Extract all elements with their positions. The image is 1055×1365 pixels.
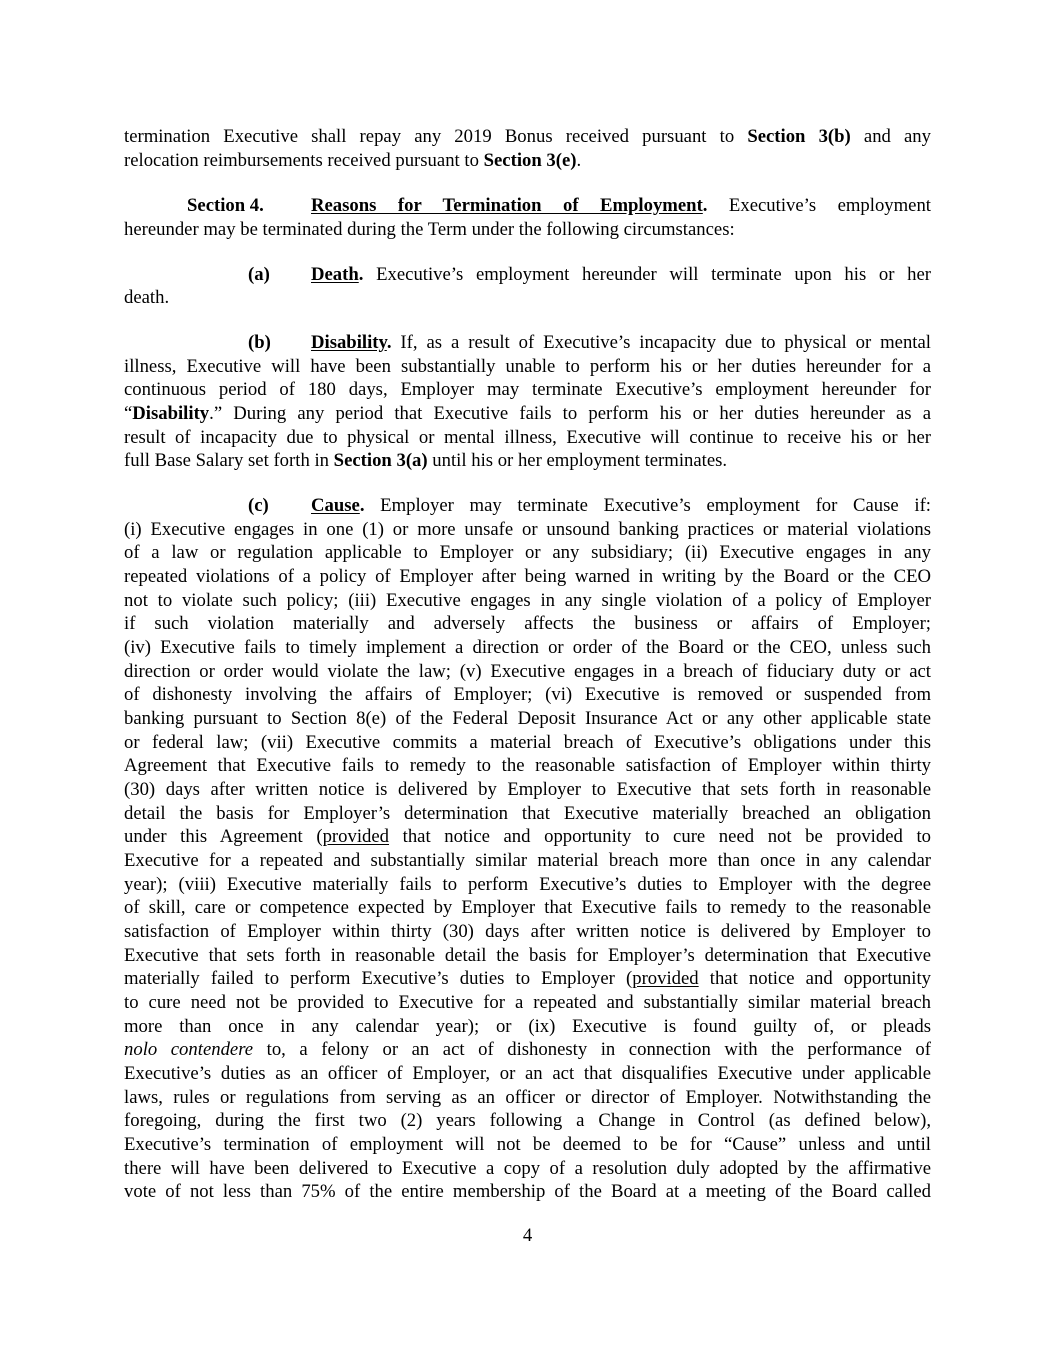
text-line: result of incapacity due to physical or mental illness, Executive will continue to receive his or her [124,427,931,448]
text-line: more than once in any calendar year); or (ix) Executive is found guilty of, or pleads [124,1016,931,1037]
text-line: to cure need not be provided to Executive for a repeated and substantially similar material breach [124,992,931,1013]
text-line: continuous period of 180 days, Employer may terminate Executive’s employment hereunder for [124,379,931,400]
text-line: not to violate such policy; (iii) Executive engages in any single violation of a policy of Employer [124,590,931,611]
section-heading-line: Section 4. Reasons for Termination of Employment. Executive’s employment [187,195,931,216]
text-line: nolo contendere to, a felony or an act of dishonesty in connection with the performance of [124,1039,931,1060]
text-line: if such violation materially and adversely affects the business or affairs of Employer; [124,613,931,634]
text-line: vote of not less than 75% of the entire membership of the Board at a meeting of the Board called [124,1181,931,1202]
text-line: Executive’s termination of employment will not be deemed to be for “Cause” unless and until [124,1134,931,1155]
text-line: illness, Executive will have been substantially unable to perform his or her duties hereunder for a [124,356,931,377]
text-line: Executive that sets forth in reasonable detail the basis for Employer’s determination that Executive [124,945,931,966]
section-number: Section 4. [187,195,264,216]
subsection-title: Cause [311,495,360,516]
text-line: Executive for a repeated and substantially similar material breach more than once in any calendar [124,850,931,871]
text-line: of skill, care or competence expected by Employer that Executive fails to remedy to the reasonable [124,897,931,918]
text-line: banking pursuant to Section 8(e) of the Federal Deposit Insurance Act or any other applicable state [124,708,931,729]
text-line: (30) days after written notice is delivered by Employer to Executive that sets forth in reasonable [124,779,931,800]
text-line: direction or order would violate the law; (v) Executive engages in a breach of fiduciary duty or act [124,661,931,682]
text-line: hereunder may be terminated during the Term under the following circumstances: [124,219,735,240]
text-line: termination Executive shall repay any 2019 Bonus received pursuant to Section 3(b) and any [124,126,931,147]
text-line: laws, rules or regulations from serving as an officer or director of Employer. Notwithstanding the [124,1087,931,1108]
text-line: (i) Executive engages in one (1) or more unsafe or unsound banking practices or material violations [124,519,931,540]
subsection-line: (a) Death. Executive’s employment hereunder will terminate upon his or her [248,264,931,285]
text-line: year); (viii) Executive materially fails to perform Executive’s duties to Employer with the degree [124,874,931,895]
text-line: satisfaction of Employer within thirty (30) days after written notice is delivered by Employer to [124,921,931,942]
text-line: “Disability.” During any period that Executive fails to perform his or her duties hereunder as a [124,403,931,424]
text-line: materially failed to perform Executive’s duties to Employer (provided that notice and opportunity [124,968,931,989]
text-line: detail the basis for Employer’s determination that Executive materially breached an obligation [124,803,931,824]
section-title: Reasons for Termination of Employment [311,195,703,216]
text-line: there will have been delivered to Executive a copy of a resolution duly adopted by the affirmative [124,1158,931,1179]
text-line: relocation reimbursements received pursuant to Section 3(e). [124,150,582,171]
text-line: of dishonesty involving the affairs of Employer; (vi) Executive is removed or suspended from [124,684,931,705]
text-line: death. [124,287,170,308]
text-line: foregoing, during the first two (2) years following a Change in Control (as defined below), [124,1110,931,1131]
subsection-line: (c) Cause. Employer may terminate Executive’s employment for Cause if: [248,495,931,516]
subsection-line: (b) Disability. If, as a result of Executive’s incapacity due to physical or mental [248,332,931,353]
text-line: repeated violations of a policy of Employer after being warned in writing by the Board or the CEO [124,566,931,587]
subsection-title: Disability [311,332,387,353]
page-number: 4 [522,1225,533,1246]
subsection-label: (a) [248,264,270,285]
text-line: of a law or regulation applicable to Employer or any subsidiary; (ii) Executive engages in any [124,542,931,563]
text-line: full Base Salary set forth in Section 3(a) until his or her employment terminates. [124,450,728,471]
subsection-title: Death [311,264,359,285]
subsection-label: (b) [248,332,271,353]
text-line: under this Agreement (provided that notice and opportunity to cure need not be provided to [124,826,931,847]
text-line: Agreement that Executive fails to remedy to the reasonable satisfaction of Employer within thirty [124,755,931,776]
text-line: or federal law; (vii) Executive commits a material breach of Executive’s obligations under this [124,732,931,753]
text-line: Executive’s duties as an officer of Employer, or an act that disqualifies Executive under applicable [124,1063,931,1084]
subsection-label: (c) [248,495,269,516]
text-line: (iv) Executive fails to timely implement a direction or order of the Board or the CEO, unless such [124,637,931,658]
